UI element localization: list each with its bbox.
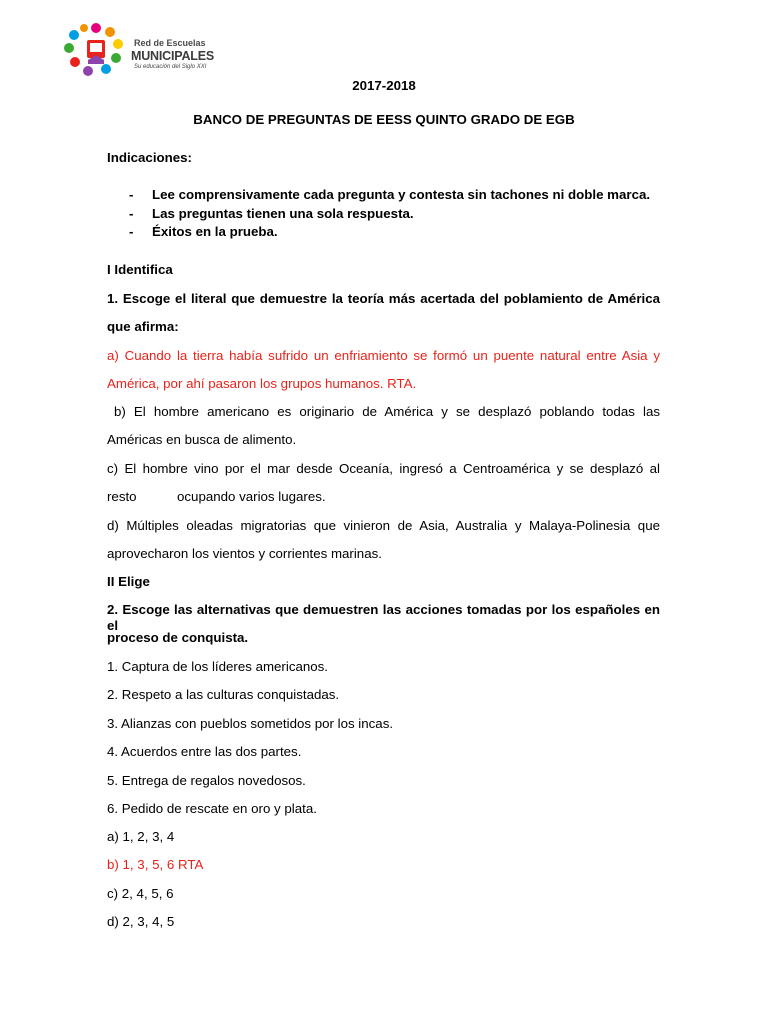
answer-1a-line-1: a) Cuando la tierra había sufrido un enfriamiento se formó un puente natural entre Asia y <box>107 348 660 363</box>
logo-line-3: Su educación del Siglo XXI <box>134 64 207 70</box>
answer-1b-line-1: b) El hombre americano es originario de América y se desplazó poblando todas las <box>114 404 660 419</box>
answer-1d-line-1: d) Múltiples oleadas migratorias que vinieron de Asia, Australia y Malaya-Polinesia que <box>107 518 660 533</box>
answer-1b-line-2: Américas en busca de alimento. <box>107 432 297 447</box>
section-1-heading: I Identifica <box>107 262 173 277</box>
section-2-heading: II Elige <box>107 574 150 589</box>
list-item: 2. Respeto a las culturas conquistadas. <box>107 687 340 702</box>
answer-1d-line-2: aprovecharon los vientos y corrientes marinas. <box>107 546 382 561</box>
list-item: 3. Alianzas con pueblos sometidos por los incas. <box>107 716 394 731</box>
logo-line-2: MUNICIPALES <box>131 49 214 63</box>
document-title: BANCO DE PREGUNTAS DE EESS QUINTO GRADO DE EGB <box>193 112 575 127</box>
logo-emblem-icon <box>58 20 134 80</box>
option-2d: d) 2, 3, 4, 5 <box>107 914 175 929</box>
school-year: 2017-2018 <box>352 78 416 93</box>
answer-1c-line-2b: ocupando varios lugares. <box>177 489 326 504</box>
list-item: 4. Acuerdos entre las dos partes. <box>107 744 302 759</box>
indication-item <box>129 187 650 203</box>
question-2-line-1: 2. Escoge las alternativas que demuestren las acciones tomadas por los españoles en el <box>107 602 660 633</box>
school-network-logo <box>58 20 224 80</box>
answer-1a-line-2: América, por ahí pasaron los grupos humanos. RTA. <box>107 376 417 391</box>
indication-text: Éxitos en la prueba. <box>152 224 278 239</box>
option-2a: a) 1, 2, 3, 4 <box>107 829 175 844</box>
question-2-line-2: proceso de conquista. <box>107 630 249 645</box>
list-item: 6. Pedido de rescate en oro y plata. <box>107 801 317 816</box>
indications-heading: Indicaciones: <box>107 150 192 165</box>
indication-item <box>129 206 414 222</box>
question-1-line-1: 1. Escoge el literal que demuestre la teoría más acertada del poblamiento de América <box>107 291 660 306</box>
indication-item <box>129 224 278 240</box>
list-item: 1. Captura de los líderes americanos. <box>107 659 328 674</box>
list-item: 5. Entrega de regalos novedosos. <box>107 773 306 788</box>
bullet-dash: - <box>129 224 134 239</box>
bullet-dash: - <box>129 206 134 221</box>
answer-1c-line-1: c) El hombre vino por el mar desde Oceanía, ingresó a Centroamérica y se desplazó al <box>107 461 660 476</box>
indication-text: Las preguntas tienen una sola respuesta. <box>152 206 414 221</box>
option-2c: c) 2, 4, 5, 6 <box>107 886 174 901</box>
indication-text: Lee comprensivamente cada pregunta y contesta sin tachones ni doble marca. <box>152 187 651 202</box>
logo-line-1: Red de Escuelas <box>134 38 206 48</box>
option-2b-answer: b) 1, 3, 5, 6 RTA <box>107 857 204 872</box>
question-1-line-2: que afirma: <box>107 319 179 334</box>
answer-1c-line-2a: resto <box>107 489 137 504</box>
bullet-dash: - <box>129 187 134 202</box>
